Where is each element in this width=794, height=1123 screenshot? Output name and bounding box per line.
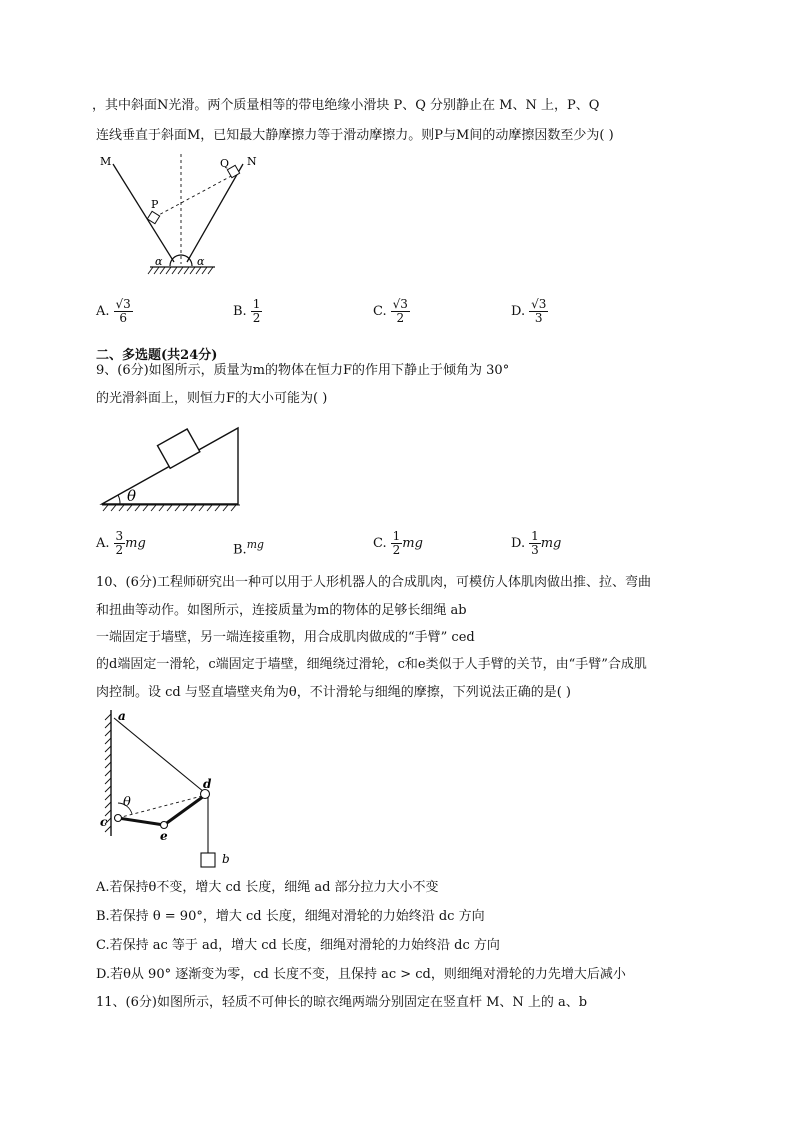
q8-option-b-fraction: $\frac{1}{2}$ (252, 297, 261, 325)
q10-option-d: D.若θ从 90° 逐渐变为零，cd 长度不变，且保持 ac > cd，则细绳对滑轮的力先增大后减小 (96, 967, 626, 982)
q10-label-c: c (100, 815, 108, 829)
q10-option-b: B.若保持 θ = 90°，增大 cd 长度，细绳对滑轮的力始终沿 dc 方向 (96, 909, 485, 924)
q9-block (157, 429, 199, 468)
q10-arm-ce (118, 818, 164, 825)
q10-label-b: b (222, 852, 230, 866)
q10-label-theta: θ (123, 795, 131, 810)
q8-option-a (96, 298, 133, 325)
q10-label-a: a (118, 709, 126, 723)
q8-label-alpha-right: α (197, 255, 205, 268)
q8-option-b (233, 298, 262, 325)
q8-incline-m (113, 164, 174, 262)
q10-option-a: A.若保持θ不变，增大 cd 长度，细绳 ad 部分拉力大小不变 (96, 880, 439, 895)
section-title-multi-choice: 二、多选题(共24分) (96, 348, 218, 363)
q10-option-c: C.若保持 ac 等于 ad，增大 cd 长度，细绳对滑轮的力始终沿 dc 方向 (96, 938, 500, 953)
q8-figure (95, 152, 275, 282)
q8-option-c-fraction: $\frac{√3}{2}$ (392, 297, 408, 325)
q8-label-q: Q (220, 157, 230, 170)
q10-joint-c (115, 815, 122, 822)
q8-option-b-letter: B. (233, 304, 247, 319)
q9-option-b: B.$^{mg}$ (233, 538, 264, 558)
q8-label-m: M (100, 155, 112, 168)
q8-label-p: P (151, 198, 159, 211)
q8-block-q (227, 165, 239, 177)
q8-label-alpha-left: α (155, 255, 163, 268)
q8-option-d-fraction: $\frac{√3}{3}$ (531, 297, 547, 325)
q9-label-theta: θ (127, 487, 137, 505)
q8-option-a-fraction: $\frac{√3}{6}$ (115, 297, 131, 325)
q9-option-a: A. $\frac{3}{2}$ mg (96, 529, 146, 557)
q10-text-line4: 的d端固定一滑轮，c端固定于墙壁，细绳绕过滑轮，c和e类似于人手臂的关节，由“手臂”合成肌 (96, 657, 647, 672)
q11-text-line1: 11、(6分)如图所示，轻质不可伸长的晾衣绳两端分别固定在竖直杆 M、N 上的 a、b (96, 995, 588, 1010)
q10-label-e: e (160, 829, 168, 843)
q10-rope-ad (114, 718, 204, 792)
q10-text-line2: 和扭曲等动作。如图所示，连接质量为m的物体的足够长细绳 ab (96, 603, 467, 618)
q8-text-line1: ，其中斜面N光滑。两个质量相等的带电绝缘小滑块 P、Q 分别静止在 M、N 上，P、Q (92, 98, 600, 113)
q10-label-d: d (203, 777, 212, 791)
q8-option-c (373, 298, 410, 325)
q10-joint-e (161, 822, 168, 829)
q8-pq-dashed (155, 174, 235, 217)
q8-text-line2: 连线垂直于斜面M，已知最大静摩擦力等于滑动摩擦力。则P与M间的动摩擦因数至少为( ) (96, 128, 614, 143)
q9-text-line2: 的光滑斜面上，则恒力F的大小可能为( ) (96, 391, 328, 406)
q9-text-line1: 9、(6分)如图所示，质量为m的物体在恒力F的作用下静止于倾角为 30° (96, 363, 510, 378)
q9-figure (100, 420, 250, 520)
q10-figure (96, 708, 246, 868)
q8-label-n: N (247, 155, 257, 168)
q10-weight-b (201, 853, 215, 867)
q8-incline-n (187, 164, 243, 262)
q8-option-d-letter: D. (511, 304, 526, 319)
q8-option-c-letter: C. (373, 304, 387, 319)
q9-angle-arc (118, 495, 120, 504)
q10-text-line1: 10、(6分)工程师研究出一种可以用于人形机器人的合成肌肉，可模仿人体肌肉做出推、拉、弯曲 (96, 575, 651, 590)
q8-option-a-letter: A. (96, 304, 110, 319)
q9-option-d: D. $\frac{1}{3}$ mg (511, 529, 562, 557)
q10-text-line5: 肉控制。设 cd 与竖直墙壁夹角为θ，不计滑轮与细绳的摩擦，下列说法正确的是( ) (96, 685, 571, 700)
q9-option-c: C. $\frac{1}{2}$ mg (373, 529, 423, 557)
q8-option-d (511, 298, 548, 325)
q10-text-line3: 一端固定于墙壁，另一端连接重物，用合成肌肉做成的“手臂” ced (96, 630, 475, 645)
